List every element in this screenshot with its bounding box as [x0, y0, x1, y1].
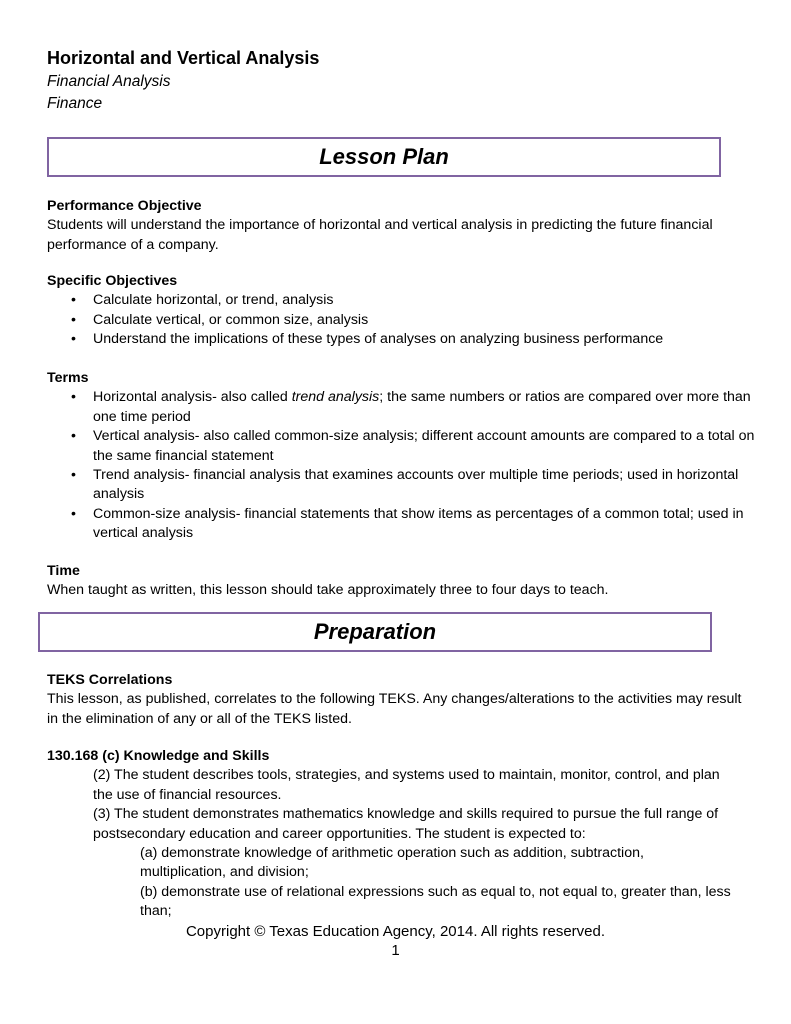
terms-heading: Terms	[47, 370, 89, 386]
teks-line-1: This lesson, as published, correlates to the following TEKS. Any changes/alterations to the activities may result	[47, 691, 742, 708]
time-heading: Time	[47, 563, 80, 579]
lesson-plan-banner: Lesson Plan	[47, 137, 721, 177]
term-common-size-analysis: • Common-size analysis- financial statements that show items as percentages of a common total; used in vertical analysis	[47, 505, 757, 544]
standard-3-line-1: (3) The student demonstrates mathematics knowledge and skills required to pursue the full range of	[93, 806, 719, 823]
term-vertical-analysis: • Vertical analysis- also called common-size analysis; different account amounts are compared to a total on the same financial statement	[47, 427, 757, 466]
performance-objective-heading: Performance Objective	[47, 198, 202, 214]
specific-objectives-list	[47, 291, 757, 349]
standard-3-line-2: postsecondary education and career opportunities. The student is expected to:	[93, 825, 586, 842]
performance-objective-line-1: Students will understand the importance of horizontal and vertical analysis in predicting the future financial	[47, 217, 713, 234]
performance-objective-section	[47, 197, 757, 255]
term-text: ; the same numbers or ratios are compared over more than one time period	[93, 389, 751, 425]
standard-2-line-1: (2) The student describes tools, strategies, and systems used to maintain, monitor, control, and plan	[93, 767, 720, 784]
term-text: Horizontal analysis- also called	[93, 389, 292, 406]
list-item: • Calculate vertical, or common size, analysis	[47, 311, 757, 330]
knowledge-skills-section	[47, 747, 757, 922]
course-name: Financial Analysis	[47, 73, 171, 90]
term-italic-text: trend analysis	[291, 389, 380, 406]
copyright-notice: Copyright © Texas Education Agency, 2014. All rights reserved.	[185, 923, 606, 940]
teks-section	[47, 671, 757, 729]
teks-line-2: in the elimination of any or all of the TEKS listed.	[47, 710, 352, 727]
knowledge-skills-heading: 130.168 (c) Knowledge and Skills	[47, 748, 270, 764]
standard-3b-line-2: than;	[140, 903, 172, 920]
teks-heading: TEKS Correlations	[47, 672, 173, 688]
standard-3a-line-2: multiplication, and division;	[140, 864, 309, 881]
list-item: • Calculate horizontal, or trend, analysis	[47, 291, 757, 310]
page-number: 1	[391, 942, 400, 959]
terms-section	[47, 369, 757, 544]
standard-2-line-2: the use of financial resources.	[93, 786, 282, 803]
terms-list	[47, 388, 757, 543]
specific-objectives-heading: Specific Objectives	[47, 273, 178, 289]
term-trend-analysis: • Trend analysis- financial analysis that examines accounts over multiple time periods; used in horizontal analysis	[47, 466, 757, 505]
standard-3a-line-1: (a) demonstrate knowledge of arithmetic operation such as addition, subtraction,	[140, 845, 644, 862]
performance-objective-line-2: performance of a company.	[47, 236, 219, 253]
specific-objectives-section	[47, 272, 757, 350]
preparation-banner: Preparation	[38, 612, 712, 652]
list-item: • Understand the implications of these types of analyses on analyzing business performance	[47, 330, 757, 349]
term-horizontal-analysis	[47, 388, 757, 427]
time-section	[47, 562, 757, 601]
subject-name: Finance	[47, 95, 103, 112]
time-text: When taught as written, this lesson should take approximately three to four days to teach.	[47, 582, 609, 599]
standard-3b-line-1: (b) demonstrate use of relational expressions such as equal to, not equal to, greater than, less	[140, 883, 731, 900]
document-title: Horizontal and Vertical Analysis	[47, 48, 320, 68]
